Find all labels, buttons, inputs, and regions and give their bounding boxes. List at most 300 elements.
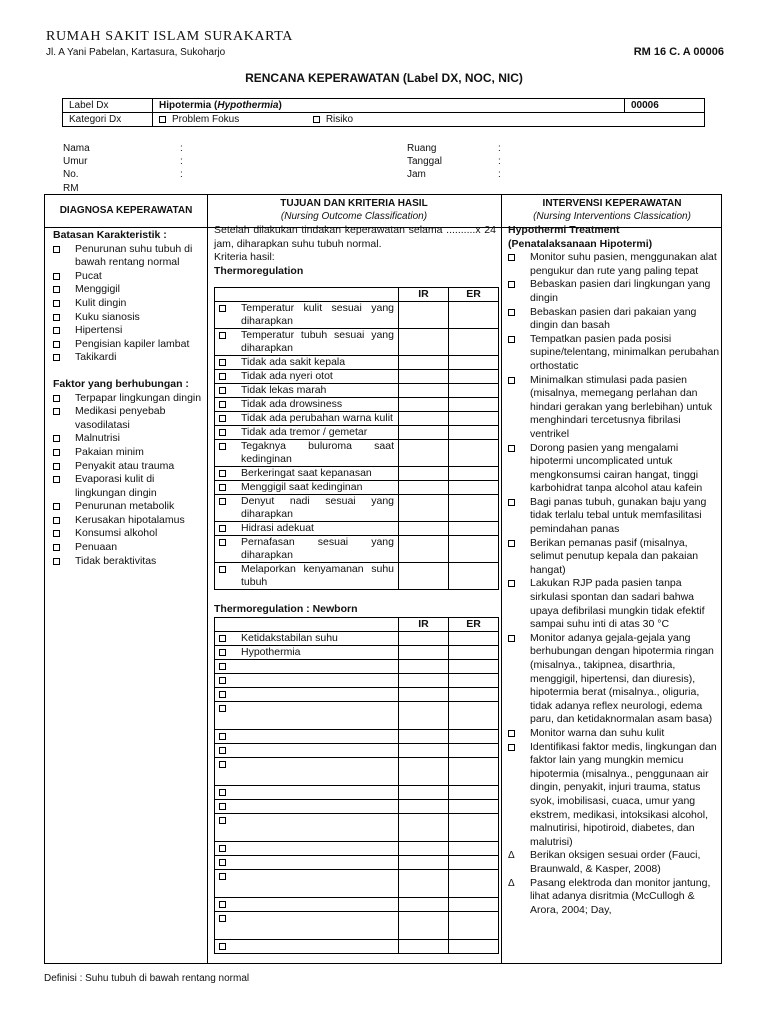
criteria-item [219, 495, 394, 521]
item-text: Lakukan RJP pada pasien tanpa sirkulasi spontan dan sadari bahwa upaya defibrilasi mungkin tidak efektif sampai suhu inti di atas 30 °C [530, 577, 705, 631]
intervensi-item [508, 278, 720, 305]
checkbox-icon[interactable] [219, 539, 226, 546]
batasan-item [53, 324, 205, 338]
checkbox-icon[interactable] [219, 691, 226, 698]
criteria-item [219, 856, 394, 869]
criteria-row [215, 495, 499, 522]
criteria-row [215, 370, 499, 384]
newborn-row [215, 799, 499, 813]
checkbox-icon[interactable] [219, 498, 226, 505]
er-header: ER [449, 288, 499, 302]
item-text: Monitor adanya gejala-gejala yang berhubungan dengan hipotermia ringan (misalnya., takipnea, disarthria, menggigil, hipertensi, dan diuresis), hipotermia berat (misalnya., oliguria, tidak adanya reflex neurologi, edema paru, dan ketidaknormalan asam basa) [530, 631, 714, 726]
checkbox-icon[interactable] [219, 429, 226, 436]
criteria-row [215, 426, 499, 440]
tujuan-column [214, 224, 496, 954]
faktor-item [53, 527, 205, 541]
criteria-row [215, 356, 499, 370]
checkbox-icon[interactable] [219, 649, 226, 656]
nama-colon: : [180, 143, 183, 154]
label-dx-label: Label Dx [63, 99, 153, 113]
er-cell[interactable] [449, 370, 499, 384]
ir-cell[interactable] [399, 631, 449, 645]
risiko-label: Risiko [325, 114, 354, 125]
checkbox-icon[interactable] [219, 761, 226, 768]
er-cell[interactable] [449, 384, 499, 398]
checkbox-icon[interactable] [508, 445, 515, 452]
checkbox-icon[interactable] [219, 747, 226, 754]
checkbox-icon[interactable] [219, 359, 226, 366]
newborn-row [215, 673, 499, 687]
problem-fokus-label: Problem Fokus [172, 114, 240, 125]
item-text: Berkeringat saat kepanasan [241, 467, 372, 480]
column-header-intervensi [501, 197, 723, 223]
newborn-row [215, 813, 499, 841]
er-cell[interactable] [449, 729, 499, 743]
ir-cell[interactable] [399, 384, 449, 398]
newborn-row [215, 687, 499, 701]
checkbox-icon[interactable] [219, 443, 226, 450]
checkbox-icon[interactable] [219, 373, 226, 380]
triangle-bullet-icon: Δ [508, 850, 515, 862]
er-cell[interactable] [449, 631, 499, 645]
item-text: Malnutrisi [75, 432, 120, 445]
criteria-row [215, 563, 499, 590]
newborn-row [215, 645, 499, 659]
column-header-tujuan [207, 197, 501, 223]
criteria-item [219, 660, 394, 673]
faktor-item [53, 514, 205, 528]
newborn-row [215, 729, 499, 743]
diagnosis-code: 00006 [625, 99, 705, 113]
criteria-item [219, 536, 394, 562]
faktor-item [53, 500, 205, 514]
faktor-item [53, 473, 205, 500]
er-cell[interactable] [449, 673, 499, 687]
criteria-item [219, 912, 394, 939]
intervensi-item [508, 442, 720, 496]
item-text: Bebaskan pasien dari pakaian yang dingin dan basah [530, 305, 697, 332]
faktor-item [53, 405, 205, 432]
ir-cell[interactable] [399, 440, 449, 467]
ir-cell[interactable] [399, 659, 449, 673]
item-text: Hipertensi [75, 324, 123, 337]
checkbox-icon[interactable] [508, 254, 515, 261]
jam-colon: : [498, 169, 501, 180]
ir-cell[interactable] [399, 356, 449, 370]
er-cell[interactable] [449, 785, 499, 799]
er-cell[interactable] [449, 701, 499, 729]
intervensi-item [508, 727, 720, 741]
ir-cell[interactable] [399, 855, 449, 869]
label-dx-table [62, 98, 705, 127]
criteria-row [215, 329, 499, 356]
criteria-item [219, 370, 394, 383]
ir-header-newborn: IR [399, 617, 449, 631]
ir-cell[interactable] [399, 302, 449, 329]
item-text: Dorong pasien yang mengalami hipotermi uncomplicated untuk mengkonsumsi cairan hangat, tinggi karbohidrat tanpa alcohol atau kafein [530, 441, 703, 495]
checkbox-icon[interactable] [219, 789, 226, 796]
ir-cell[interactable] [399, 536, 449, 563]
checkbox-icon[interactable] [508, 309, 515, 316]
criteria-item [219, 758, 394, 785]
criteria-item [219, 632, 394, 645]
checkbox-icon[interactable] [53, 476, 60, 483]
criteria-row [215, 522, 499, 536]
newborn-row [215, 785, 499, 799]
batasan-list [53, 243, 205, 365]
ir-header: IR [399, 288, 449, 302]
item-text: Tidak lekas marah [241, 384, 327, 397]
tujuan-subtitle: (Nursing Outcome Classification) [280, 211, 428, 222]
intervensi-item [508, 537, 720, 578]
batasan-item [53, 311, 205, 325]
risiko-checkbox[interactable] [313, 116, 320, 123]
ir-cell[interactable] [399, 426, 449, 440]
criteria-row [215, 302, 499, 329]
item-text: Kerusakan hipotalamus [75, 513, 185, 526]
ir-cell[interactable] [399, 813, 449, 841]
checkbox-icon[interactable] [219, 566, 226, 573]
er-cell[interactable] [449, 522, 499, 536]
intervensi-item [508, 374, 720, 442]
item-text: Temperatur kulit sesuai yang diharapkan [241, 302, 394, 328]
tujuan-intro: Setelah dilakukan tindakan keperawatan selama ..........x 24 jam, diharapkan suhu tubuh normal. [214, 224, 496, 250]
checkbox-icon[interactable] [219, 525, 226, 532]
item-text: Hidrasi adekuat [241, 522, 314, 535]
ir-cell[interactable] [399, 398, 449, 412]
checkbox-icon[interactable] [219, 387, 226, 394]
er-cell[interactable] [449, 440, 499, 467]
er-cell[interactable] [449, 799, 499, 813]
checkbox-icon[interactable] [219, 817, 226, 824]
checkbox-icon[interactable] [53, 408, 60, 415]
ir-cell[interactable] [399, 701, 449, 729]
newborn-row [215, 757, 499, 785]
er-cell[interactable] [449, 302, 499, 329]
checkbox-icon[interactable] [53, 544, 60, 551]
criteria-row [215, 440, 499, 467]
newborn-row [215, 659, 499, 673]
checkbox-icon[interactable] [219, 635, 226, 642]
page-title: RENCANA KEPERAWATAN (Label DX, NOC, NIC) [245, 71, 523, 85]
checkbox-icon[interactable] [508, 635, 515, 642]
newborn-row [215, 869, 499, 897]
checkbox-icon[interactable] [219, 873, 226, 880]
newborn-row [215, 911, 499, 939]
batasan-item [53, 270, 205, 284]
criteria-row [215, 398, 499, 412]
checkbox-icon[interactable] [508, 499, 515, 506]
ir-cell[interactable] [399, 799, 449, 813]
item-text: Hypothermia [241, 645, 301, 658]
er-cell[interactable] [449, 536, 499, 563]
criteria-item [219, 481, 394, 494]
faktor-item [53, 541, 205, 555]
item-text: Medikasi penyebab vasodilatasi [75, 405, 166, 431]
newborn-row [215, 631, 499, 645]
criteria-item [219, 467, 394, 480]
ir-cell[interactable] [399, 412, 449, 426]
tujuan-title: TUJUAN DAN KRITERIA HASIL [280, 198, 428, 209]
er-cell[interactable] [449, 329, 499, 356]
faktor-item [53, 555, 205, 569]
care-plan-table [44, 194, 722, 964]
ir-cell[interactable] [399, 939, 449, 953]
criteria-item [219, 730, 394, 743]
ir-cell[interactable] [399, 785, 449, 799]
thermoregulation-table [214, 287, 499, 590]
newborn-row [215, 897, 499, 911]
checkbox-icon[interactable] [53, 286, 60, 293]
ir-cell[interactable] [399, 522, 449, 536]
triangle-bullet-icon: Δ [508, 877, 515, 889]
faktor-item [53, 392, 205, 406]
ir-cell[interactable] [399, 495, 449, 522]
er-cell[interactable] [449, 467, 499, 481]
intervensi-item [508, 333, 720, 374]
criteria-item [219, 688, 394, 701]
er-cell[interactable] [449, 659, 499, 673]
checkbox-icon[interactable] [53, 246, 60, 253]
checkbox-icon[interactable] [219, 943, 226, 950]
er-cell[interactable] [449, 813, 499, 841]
criteria-item [219, 522, 394, 535]
er-cell[interactable] [449, 563, 499, 590]
intervensi-subtitle: (Nursing Interventions Classication) [533, 211, 691, 222]
intervensi-item [508, 877, 720, 918]
checkbox-icon[interactable] [53, 435, 60, 442]
checkbox-icon[interactable] [53, 314, 60, 321]
er-cell[interactable] [449, 897, 499, 911]
checkbox-icon[interactable] [508, 730, 515, 737]
item-text: Penurunan metabolik [75, 500, 175, 513]
checkbox-icon[interactable] [219, 415, 226, 422]
ir-cell[interactable] [399, 370, 449, 384]
checkbox-icon[interactable] [219, 859, 226, 866]
checkbox-icon[interactable] [53, 300, 60, 307]
intervensi-list [508, 251, 720, 917]
ir-cell[interactable] [399, 673, 449, 687]
item-text: Tidak ada perubahan warna kulit [241, 412, 393, 425]
ir-cell[interactable] [399, 645, 449, 659]
er-cell[interactable] [449, 481, 499, 495]
ruang-colon: : [498, 143, 501, 154]
form-code: RM 16 C. A 00006 [633, 46, 724, 58]
checkbox-icon[interactable] [53, 449, 60, 456]
checkbox-icon[interactable] [219, 401, 226, 408]
checkbox-icon[interactable] [508, 744, 515, 751]
kriteria-label: Kriteria hasil: [214, 251, 275, 264]
er-cell[interactable] [449, 743, 499, 757]
item-text: Pengisian kapiler lambat [75, 337, 190, 350]
nama-label: Nama [63, 143, 90, 154]
criteria-item [219, 814, 394, 841]
newborn-title: Thermoregulation : Newborn [214, 603, 358, 616]
criteria-item [219, 800, 394, 813]
criteria-item [219, 412, 394, 425]
diagnosa-column [53, 229, 205, 568]
checkbox-icon[interactable] [219, 803, 226, 810]
umur-label: Umur [63, 156, 88, 167]
criteria-item [219, 426, 394, 439]
er-cell[interactable] [449, 757, 499, 785]
er-cell[interactable] [449, 939, 499, 953]
checkbox-icon[interactable] [219, 915, 226, 922]
newborn-row [215, 841, 499, 855]
ir-cell[interactable] [399, 467, 449, 481]
criteria-row [215, 481, 499, 495]
intervensi-section-subtitle: (Penatalaksanaan Hipotermi) [508, 237, 653, 250]
checkbox-icon[interactable] [53, 273, 60, 280]
no-rm-label: No. RM [63, 169, 79, 194]
criteria-item [219, 329, 394, 355]
criteria-row [215, 467, 499, 481]
ir-cell[interactable] [399, 841, 449, 855]
checkbox-icon[interactable] [219, 484, 226, 491]
item-text: Bebaskan pasien dari lingkungan yang dingin [530, 278, 711, 304]
checkbox-icon[interactable] [219, 733, 226, 740]
er-cell[interactable] [449, 911, 499, 939]
jam-label: Jam [407, 169, 426, 180]
checkbox-icon[interactable] [219, 901, 226, 908]
checkbox-icon[interactable] [219, 677, 226, 684]
criteria-item [219, 563, 394, 589]
batasan-item [53, 351, 205, 365]
item-text: Melaporkan kenyamanan suhu tubuh [241, 563, 394, 589]
definition: Definisi : Suhu tubuh di bawah rentang normal [44, 973, 250, 984]
ir-cell[interactable] [399, 757, 449, 785]
item-text: Penurunan suhu tubuh di bawah rentang normal [75, 242, 193, 269]
item-text: Minimalkan stimulasi pada pasien (misalnya, memegang perlahan dan hindari gerakan yang berlebihan) untuk menghindari tercetusnya fibrilasi ventrikel [530, 373, 713, 440]
item-text: Menggigil [75, 283, 120, 296]
ir-cell[interactable] [399, 743, 449, 757]
er-cell[interactable] [449, 356, 499, 370]
item-text: Konsumsi alkohol [75, 527, 158, 540]
no-rm-colon: : [180, 169, 183, 180]
er-cell[interactable] [449, 841, 499, 855]
intervensi-section-title: Hypothermi Treatment [508, 224, 620, 236]
er-cell[interactable] [449, 687, 499, 701]
intervensi-item [508, 577, 720, 631]
item-text: Temperatur tubuh sesuai yang diharapkan [241, 329, 394, 355]
er-cell[interactable] [449, 855, 499, 869]
checkbox-icon[interactable] [53, 517, 60, 524]
item-text: Takikardi [75, 351, 117, 364]
faktor-title: Faktor yang berhubungan : [53, 377, 189, 390]
checkbox-icon[interactable] [219, 663, 226, 670]
checkbox-icon[interactable] [219, 305, 226, 312]
checkbox-icon[interactable] [219, 470, 226, 477]
er-cell[interactable] [449, 398, 499, 412]
intervensi-item [508, 849, 720, 876]
item-text: Monitor suhu pasien, menggunakan alat pengukur dan rute yang paling tepat [530, 251, 717, 277]
item-text: Tidak ada nyeri otot [241, 370, 333, 383]
batasan-item [53, 338, 205, 352]
newborn-table [214, 617, 499, 954]
criteria-item [219, 842, 394, 855]
checkbox-icon[interactable] [53, 395, 60, 402]
item-text: Denyut nadi sesuai yang diharapkan [241, 495, 394, 521]
intervensi-item [508, 496, 720, 537]
kategori-dx-label: Kategori Dx [63, 113, 153, 127]
checkbox-icon[interactable] [508, 377, 515, 384]
item-text: Menggigil saat kedinginan [241, 481, 363, 494]
er-cell[interactable] [449, 412, 499, 426]
checkbox-icon[interactable] [53, 341, 60, 348]
ruang-label: Ruang [407, 143, 437, 154]
criteria-item [219, 302, 394, 328]
item-text: Pakaian minim [75, 445, 144, 458]
item-text: Bagi panas tubuh, gunakan baju yang tidak terlalu tebal untuk memfasilitasi pemindahan panas [530, 495, 707, 536]
checkbox-icon[interactable] [53, 530, 60, 537]
checkbox-icon[interactable] [53, 327, 60, 334]
checkbox-icon[interactable] [53, 503, 60, 510]
item-text: Tidak ada drowsiness [241, 398, 343, 411]
checkbox-icon[interactable] [508, 281, 515, 288]
kategori-dx-options [153, 113, 705, 127]
er-cell[interactable] [449, 645, 499, 659]
item-text: Pucat [75, 269, 102, 282]
checkbox-icon[interactable] [508, 540, 515, 547]
item-text: Monitor warna dan suhu kulit [530, 726, 665, 739]
umur-colon: : [180, 156, 183, 167]
tanggal-label: Tanggal [407, 156, 443, 167]
hospital-address: Jl. A Yani Pabelan, Kartasura, Sukoharjo [46, 47, 226, 58]
criteria-item [219, 674, 394, 687]
criteria-item [219, 356, 394, 369]
checkbox-icon[interactable] [53, 354, 60, 361]
checkbox-icon[interactable] [219, 705, 226, 712]
newborn-row [215, 743, 499, 757]
faktor-item [53, 432, 205, 446]
item-text: Tegaknya buluroma saat kedinginan [241, 440, 394, 466]
ir-cell[interactable] [399, 869, 449, 897]
criteria-item [219, 870, 394, 897]
ir-cell[interactable] [399, 481, 449, 495]
batasan-title: Batasan Karakteristik : [53, 229, 167, 241]
item-text: Tidak beraktivitas [75, 554, 157, 567]
hospital-name: RUMAH SAKIT ISLAM SURAKARTA [46, 29, 293, 44]
checkbox-icon[interactable] [508, 580, 515, 587]
ir-cell[interactable] [399, 729, 449, 743]
er-cell[interactable] [449, 495, 499, 522]
ir-cell[interactable] [399, 687, 449, 701]
checkbox-icon[interactable] [219, 845, 226, 852]
er-cell[interactable] [449, 426, 499, 440]
intervensi-column [508, 224, 720, 917]
ir-cell[interactable] [399, 911, 449, 939]
checkbox-icon[interactable] [219, 332, 226, 339]
item-text: Pasang elektroda dan monitor jantung, lihat adanya disritmia (McCullogh & Arora, 2004; Day, [530, 876, 711, 916]
faktor-list [53, 392, 205, 569]
faktor-item [53, 460, 205, 474]
ir-cell[interactable] [399, 897, 449, 911]
checkbox-icon[interactable] [53, 558, 60, 565]
checkbox-icon[interactable] [53, 463, 60, 470]
criteria-item [219, 898, 394, 911]
er-cell[interactable] [449, 869, 499, 897]
ir-cell[interactable] [399, 329, 449, 356]
batasan-item [53, 243, 205, 270]
problem-fokus-checkbox[interactable] [159, 116, 166, 123]
criteria-item [219, 646, 394, 659]
criteria-item [219, 786, 394, 799]
checkbox-icon[interactable] [508, 336, 515, 343]
tanggal-colon: : [498, 156, 501, 167]
item-text: Tidak ada tremor / gemetar [241, 426, 368, 439]
criteria-item [219, 744, 394, 757]
ir-cell[interactable] [399, 563, 449, 590]
